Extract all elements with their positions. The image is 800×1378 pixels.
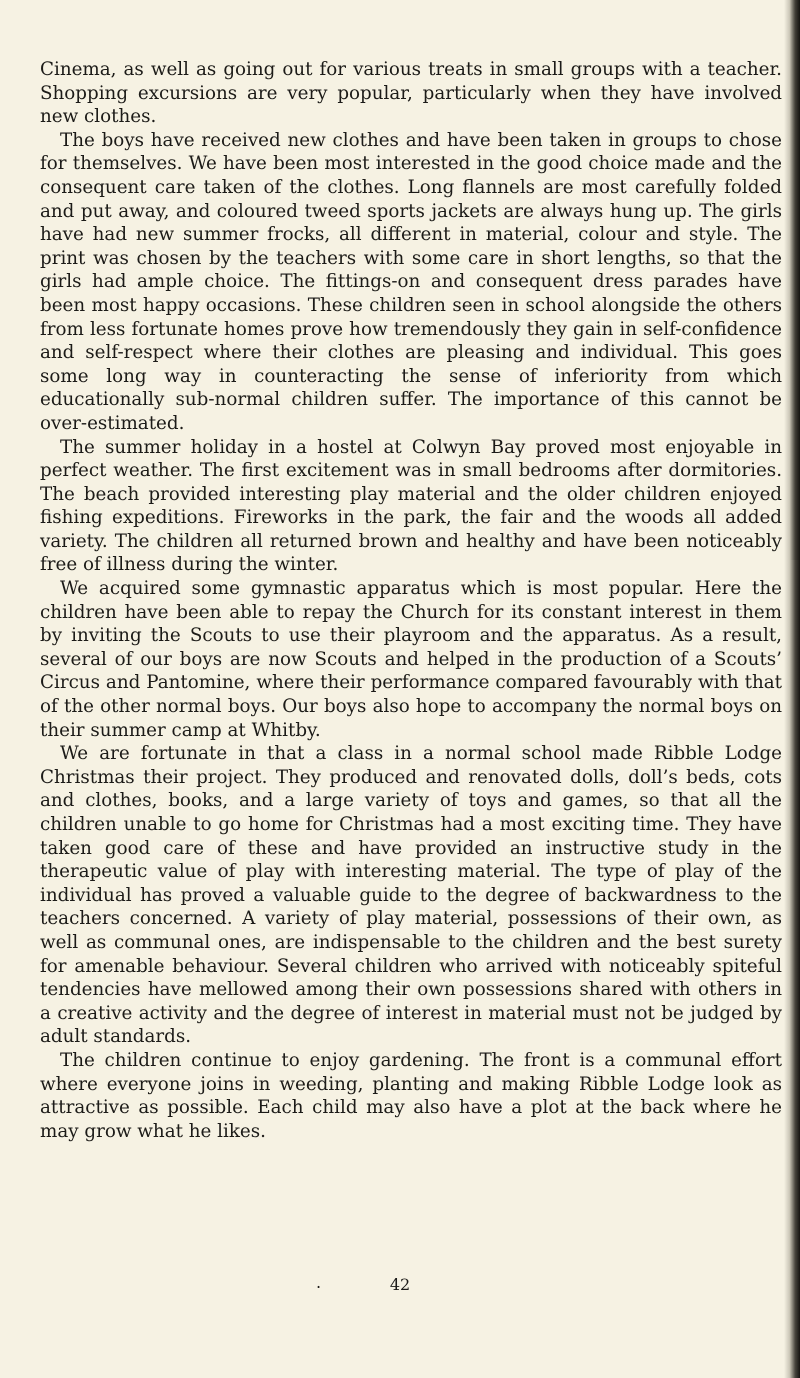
paragraph-cinema: Cinema, as well as going out for various treats in small groups with a teacher. Shopping excursions are very popular, particularly when they have involved new clothes. [40, 59, 782, 128]
paragraph-new-clothes: The boys have received new clothes and have been taken in groups to chose for themselves. We have been most interested in the good choice made and the consequent care taken of the clothes. Long flannels are most carefully folded and put away, and coloured tweed sports jackets are always hung up. The girls have had new summer frocks, all different in material, colour and style. The print was chosen by the teachers with some care in short lengths, so that the girls had ample choice. The fittings-on and consequent dress parades have been most happy occasions. These children seen in school alongside the others from less fortunate homes prove how tremendously they gain in self-confidence and self-respect where their clothes are pleasing and individual. This goes some long way in counteracting the sense of inferiority from which educationally sub-normal children suffer. The importance of this cannot be over-estimated. [40, 129, 782, 434]
page-number-footer [0, 1275, 800, 1294]
paragraph-gymnastic-apparatus: We acquired some gymnastic apparatus which is most popular. Here the children have been able to repay the Church for its constant interest in them by inviting the Scouts to use their playroom and the apparatus. As a result, several of our boys are now Scouts and helped in the production of a Scouts’ Circus and Pantomine, where their performance compared favourably with that of the other normal boys. Our boys also hope to accompany the normal boys on their summer camp at Whitby. [40, 578, 782, 741]
paragraph-summer-holiday: The summer holiday in a hostel at Colwyn Bay proved most enjoyable in perfect weather. The first excitement was in small bedrooms after dormitories. The beach provided interesting play material and the older children enjoyed fishing expeditions. Fireworks in the park, the fair and the woods all added variety. The children all returned brown and healthy and have been noticeably free of illness during the winter. [40, 436, 782, 576]
body-text [40, 58, 782, 1143]
page-number: 42 [389, 1275, 411, 1294]
page-edge-shadow [784, 0, 800, 1378]
paragraph-gardening: The children continue to enjoy gardening. The front is a communal effort where everyone joins in weeding, planting and making Ribble Lodge look as attractive as possible. Each child may also have a plot at the back where he may grow what he likes. [40, 1049, 782, 1142]
paragraph-christmas-project: We are fortunate in that a class in a normal school made Ribble Lodge Christmas their project. They produced and renovated dolls, doll’s beds, cots and clothes, books, and a large variety of toys and games, so that all the children unable to go home for Christmas had a most exciting time. They have taken good care of these and have provided an instructive study in the therapeutic value of play with interesting material. The type of play of the individual has proved a valuable guide to the degree of backwardness to the teachers concerned. A variety of play material, possessions of their own, as well as communal ones, are indispensable to the children and the best surety for amenable behaviour. Several children who arrived with noticeably spiteful tendencies have mellowed among their own possessions shared with others in a creative activity and the degree of interest in material must not be judged by adult standards. [40, 743, 782, 1048]
margin-mark: . [316, 1273, 322, 1292]
